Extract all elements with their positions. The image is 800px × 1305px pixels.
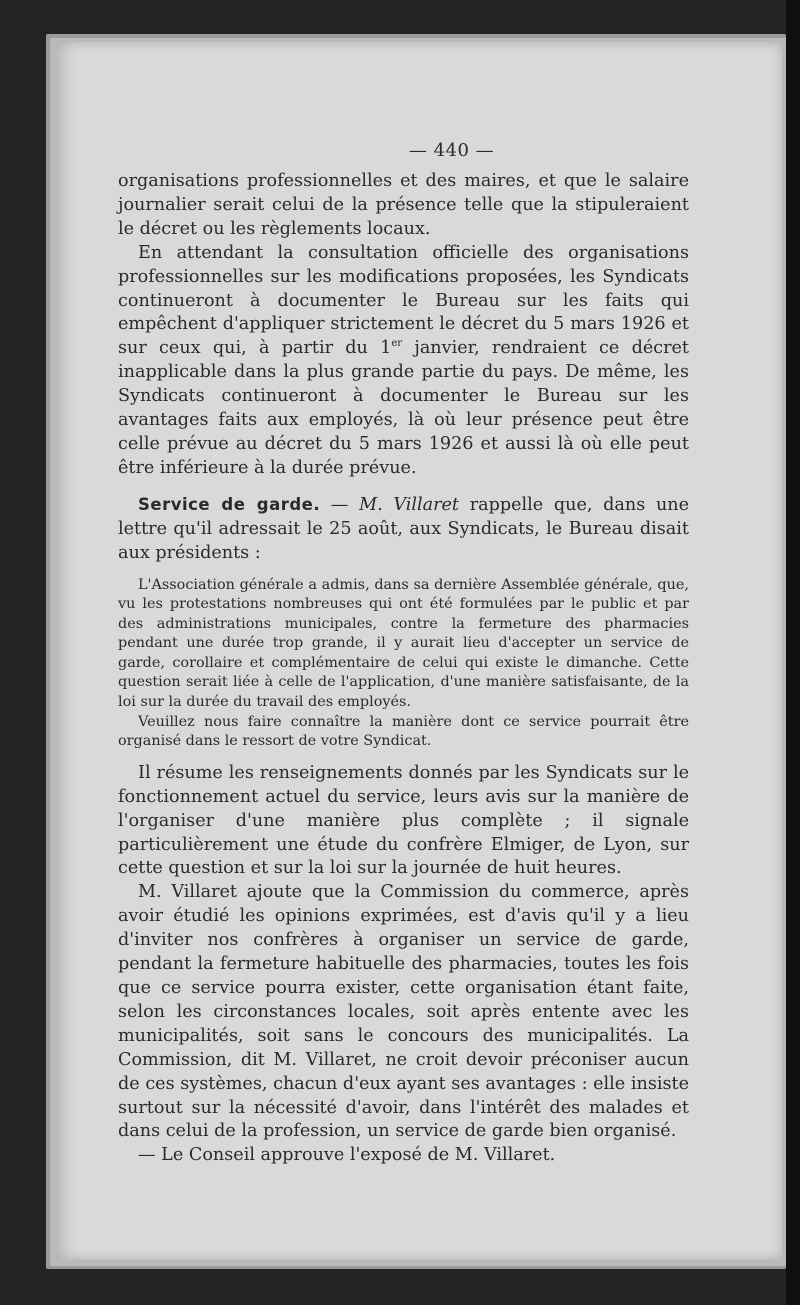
quoted-letter	[118, 576, 689, 752]
right-binding-shadow	[786, 0, 800, 1305]
paragraph-consultation	[118, 242, 689, 481]
paragraph-resume: Il résume les renseignements donnés par les Syndicats sur le fonctionnement actuel du service, leurs avis sur la manière de l'organiser d'une manière plus complète ; il signale particulièrement une étude du confrère Elmiger, de Lyon, sur cette question et sur la loi sur la journée de huit heures.	[118, 762, 689, 879]
paragraph-continuation: organisations professionnelles et des maires, et que le salaire journalier serait celui de la présence telle que la stipuleraient le décret ou les règlements locaux.	[118, 171, 689, 239]
paragraph-consultation-part2: janvier, rendraient ce décret inapplicable dans la plus grande partie du pays. De même, les Syndicats continueront à documenter le Bureau sur les avantages faits aux employés, là où leur présence peut être celle prévue au décret du 5 mars 1926 et aussi là où elle peut être inférieure à la durée prévue.	[118, 338, 689, 478]
page-number: — 440 —	[408, 140, 495, 161]
quote-paragraph-1: L'Association générale a admis, dans sa dernière Assemblée générale, que, vu les protestations nombreuses qui ont été formulées par le public et par des administrations municipales, contre la fermeture des pharmacies pendant une durée trop grande, il y aurait lieu d'accepter un service de garde, corollaire et complémentaire de celui qui existe le dimanche. Cette question serait liée à celle de l'application, d'une manière satisfaisante, de la loi sur la durée du travail des employés.	[118, 576, 689, 711]
quote-paragraph-2: Veuillez nous faire connaître la manière dont ce service pourrait être organisé dans le ressort de votre Syndicat.	[118, 713, 689, 750]
page-text	[118, 98, 689, 1168]
section-text: rappelle que, dans une lettre qu'il adressait le 25 août, aux Syndicats, le Bureau disait aux présidents :	[118, 494, 690, 563]
section-heading: Service de garde.	[138, 494, 321, 514]
section-speaker: M. Villaret	[359, 494, 460, 515]
superscript-er: er	[391, 338, 403, 350]
section-dash: —	[320, 494, 360, 515]
paragraph-consultation-part1: En attendant la consultation officielle des organisations professionnelles sur les modifications proposées, les Syndicats continueront à documenter le Bureau sur les faits qui empêchent d'appliquer strictement le décret du 5 mars 1926 et sur ceux qui, à partir du 1	[118, 242, 689, 359]
paragraph-commission: M. Villaret ajoute que la Commission du commerce, après avoir étudié les opinions exprimées, est d'avis qu'il y a lieu d'inviter nos confrères à organiser un service de garde, pendant la fermeture habituelle des pharmacies, toutes les fois que ce service pourra exister, cette organisation étant faite, selon les circonstances locales, soit après entente avec les municipalités, soit sans le concours des municipalités. La Commission, dit M. Villaret, ne croit devoir préconiser aucun de ces systèmes, chacun d'eux ayant ses avantages : elle insiste surtout sur la nécessité d'avoir, dans l'intérêt des malades et dans celui de la profession, un service de garde bien organisé.	[118, 882, 689, 1142]
paragraph-conseil: — Le Conseil approuve l'exposé de M. Villaret.	[138, 1145, 556, 1166]
section-service-de-garde	[118, 493, 689, 566]
